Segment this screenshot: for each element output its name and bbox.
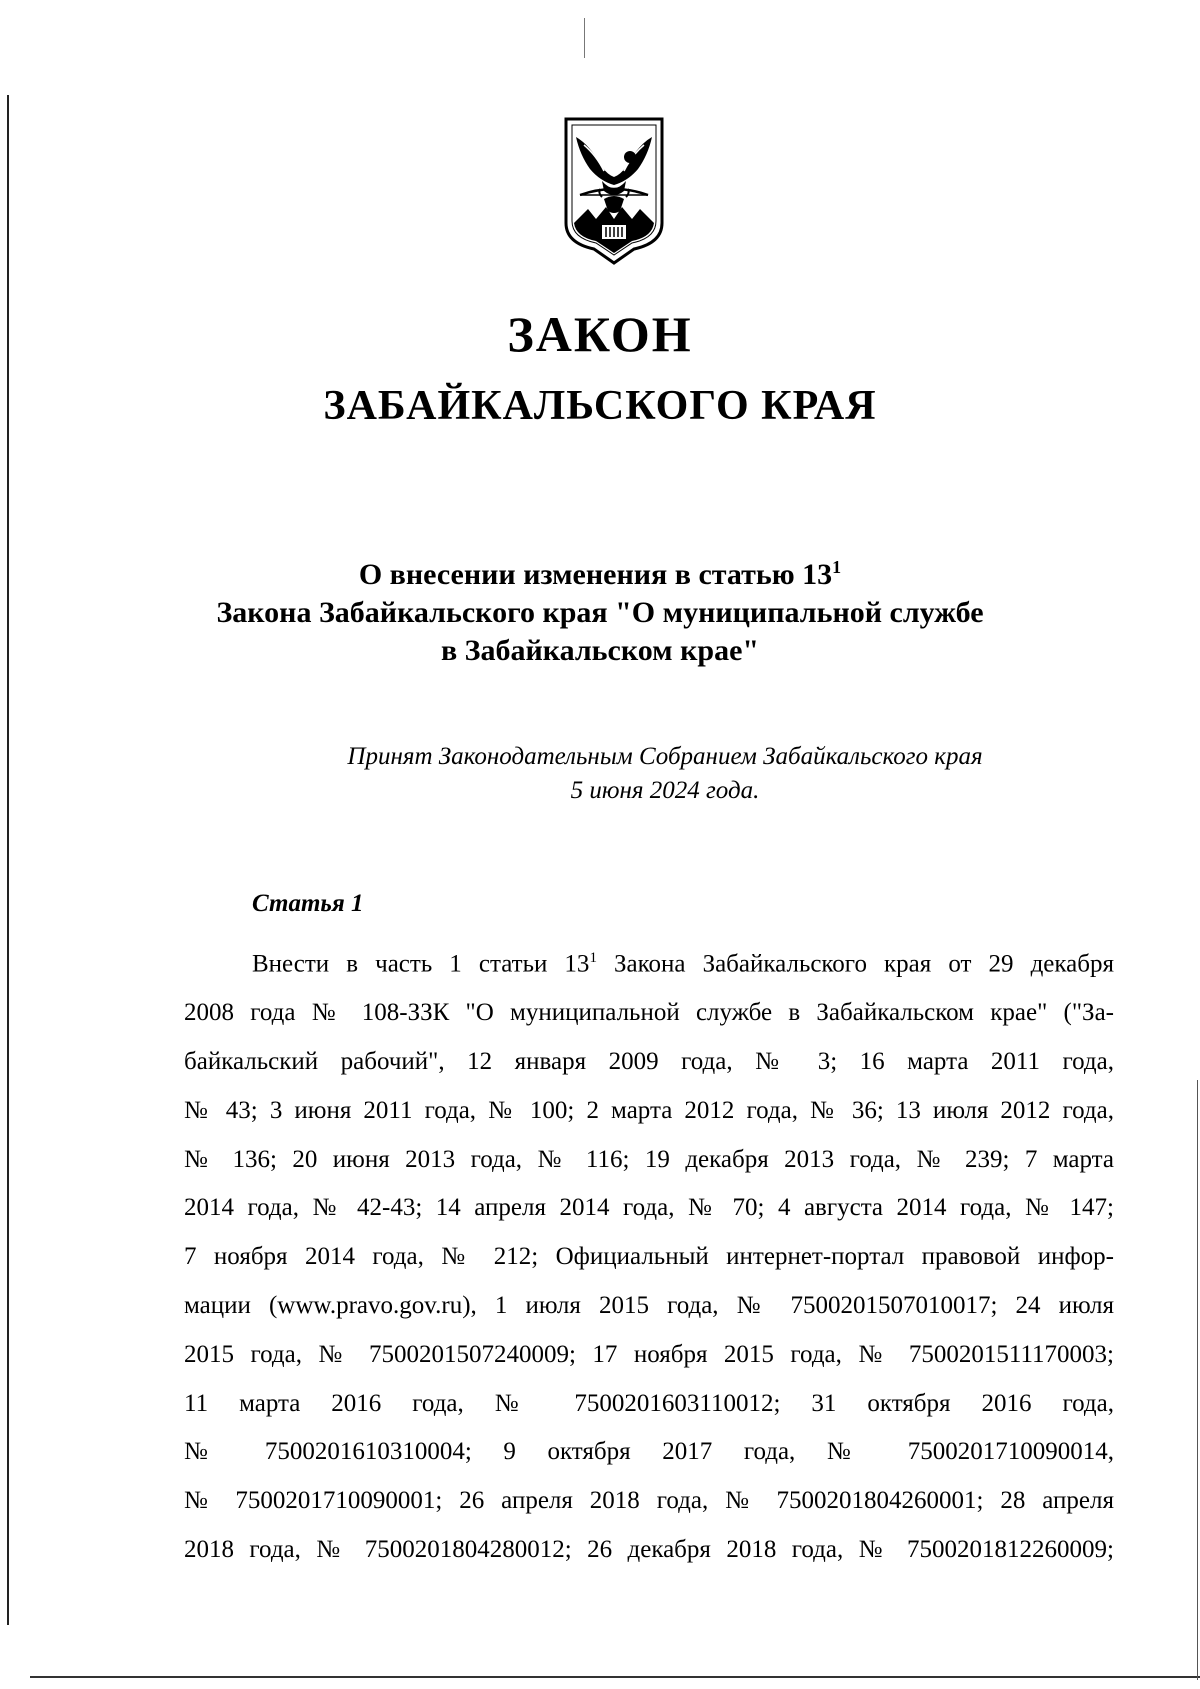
article-body-line: 7 ноября 2014 года, № 212; Официальный интернет-портал правовой инфор- [184, 1243, 1114, 1271]
article-body-line: 2015 года, № 7500201507240009; 17 ноября 2015 года, № 7500201511170003; [184, 1340, 1114, 1368]
article-body-line: Внести в часть 1 статьи $13^1$ Закона Забайкальского края от 29 декабря [252, 950, 1114, 978]
subtitle-line1: О внесении изменения в статью $13^1$ [358, 557, 842, 591]
scan-mark-top [584, 18, 585, 58]
article-body-line: № 136; 20 июня 2013 года, № 116; 19 декабря 2013 года, № 239; 7 марта [184, 1145, 1114, 1173]
subtitle-line2: Закона Забайкальского края "О муниципальной службе [216, 596, 984, 629]
article-body-line: 2014 года, № 42-43; 14 апреля 2014 года, № 70; 4 августа 2014 года, № 147; [184, 1194, 1114, 1222]
article-body-line: № 7500201710090001; 26 апреля 2018 года, № 7500201804260001; 28 апреля [184, 1487, 1114, 1515]
article-body-line: 2008 года № 108-ЗЗК "О муниципальной службе в Забайкальском крае" ("За- [184, 999, 1114, 1027]
coat-of-arms-emblem [562, 115, 666, 265]
document-title-line1: ЗАКОН [507, 306, 693, 362]
subtitle-superscript: 1 [832, 557, 842, 577]
article-body-line: № 43; 3 июня 2011 года, № 100; 2 марта 2012 года, № 36; 13 июля 2012 года, [184, 1096, 1114, 1124]
article-body-line: 11 марта 2016 года, № 7500201603110012; 31 октября 2016 года, [184, 1389, 1114, 1417]
article-body [184, 934, 1114, 1575]
adoption-line1: Принят Законодательным Собранием Забайкальского края [347, 743, 983, 770]
article-body-line: байкальский рабочий", 12 января 2009 года, № 3; 16 марта 2011 года, [184, 1047, 1114, 1075]
article-body-line: № 7500201610310004; 9 октября 2017 года, № 7500201710090014, [184, 1438, 1114, 1466]
adoption-date: 5 июня 2024 года. [570, 777, 760, 804]
article-body-line: 2018 года, № 7500201804280012; 26 декабря 2018 года, № 7500201812260009; [184, 1535, 1114, 1563]
adoption-note [260, 740, 1070, 808]
document-title-line2: ЗАБАЙКАЛЬСКОГО КРАЯ [323, 383, 877, 429]
scan-border-bottom [30, 1676, 1200, 1678]
law-subtitle [0, 548, 1200, 670]
subtitle-line3: в Забайкальском крае" [440, 634, 760, 667]
scan-border-right [1197, 1080, 1198, 1680]
article-heading: Статья 1 [252, 890, 364, 917]
article-body-line: мации (www.pravo.gov.ru), 1 июля 2015 года, № 7500201507010017; 24 июля [184, 1291, 1114, 1319]
